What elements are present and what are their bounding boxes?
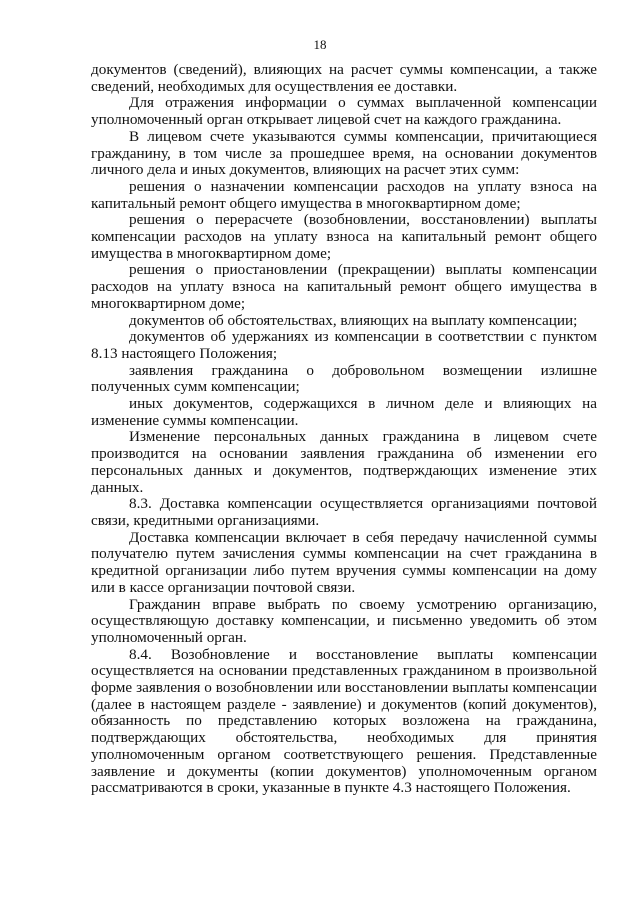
paragraph-continuation: документов (сведений), влияющих на расчет суммы компенсации, а также сведений, необходимых для осуществления ее доставки. bbox=[91, 61, 597, 95]
list-item-assignment-decision: решения о назначении компенсации расходов на уплату взноса на капитальный ремонт общего имущества в многоквартирном доме; bbox=[91, 177, 597, 212]
list-item-circumstance-documents: документов об обстоятельствах, влияющих на выплату компенсации; bbox=[129, 311, 578, 329]
paragraph-delivery-details: Доставка компенсации включает в себя передачу начисленной суммы получателю путем зачисления суммы компенсации на счет гражданина в кредитной организации либо путем вручения суммы компенсации на дому или в кассе организации почтовой связи. bbox=[91, 528, 597, 596]
paragraph-choice-of-organization: Гражданин вправе выбрать по своему усмотрению организацию, осуществляющую доставку компенсации, и письменно уведомить об этом уполномоченный орган. bbox=[91, 595, 597, 646]
list-item-other-documents: иных документов, содержащихся в личном деле и влияющих на изменение суммы компенсации. bbox=[91, 395, 597, 429]
list-item-deduction-documents: документов об удержаниях из компенсации в соответствии с пунктом 8.13 настоящего Положения; bbox=[91, 328, 597, 362]
paragraph-section-8-3: 8.3. Доставка компенсации осуществляется организациями почтовой связи, кредитными организациями. bbox=[91, 495, 597, 529]
paragraph-account-contents: В лицевом счете указываются суммы компенсации, причитающиеся гражданину, в том числе за прошедшее время, на основании документов личного дела и иных документов, влияющих на расчет этих сумм: bbox=[91, 127, 597, 179]
paragraph-personal-account: Для отражения информации о суммах выплаченной компенсации уполномоченный орган открывает лицевой счет на каждого гражданина. bbox=[91, 94, 597, 129]
page-number: 18 bbox=[313, 37, 327, 52]
paragraph-personal-data-change: Изменение персональных данных гражданина в лицевом счете производится на основании заявления гражданина об изменении его персональных данных и документов, подтверждающих изменение этих данных. bbox=[91, 428, 597, 496]
list-item-refund-application: заявления гражданина о добровольном возмещении излишне полученных сумм компенсации; bbox=[91, 361, 597, 396]
list-item-suspension-decision: решения о приостановлении (прекращении) выплаты компенсации расходов на уплату взноса на капитальный ремонт общего имущества в многоквартирном доме; bbox=[91, 261, 597, 312]
document-body bbox=[91, 62, 597, 797]
paragraph-section-8-4: 8.4. Возобновление и восстановление выплаты компенсации осуществляется на основании представленных гражданином в произвольной форме заявления о возобновлении или восстановлении выплаты компенсации (далее в настоящем разделе - заявление) и документов (копий документов), обязанность по представлению которых возложена на гражданина, подтверждающих обстоятельства, необходимых для принятия уполномоченным органом соответствующего решения. Представленные заявление и документы (копии документов) уполномоченным органом рассматриваются в сроки, указанные в пункте 4.3 настоящего Положения. bbox=[91, 645, 597, 797]
list-item-recalculation-decision: решения о перерасчете (возобновлении, восстановлении) выплаты компенсации расходов на уплату взноса на капитальный ремонт общего имущества в многоквартирном доме; bbox=[91, 211, 597, 262]
